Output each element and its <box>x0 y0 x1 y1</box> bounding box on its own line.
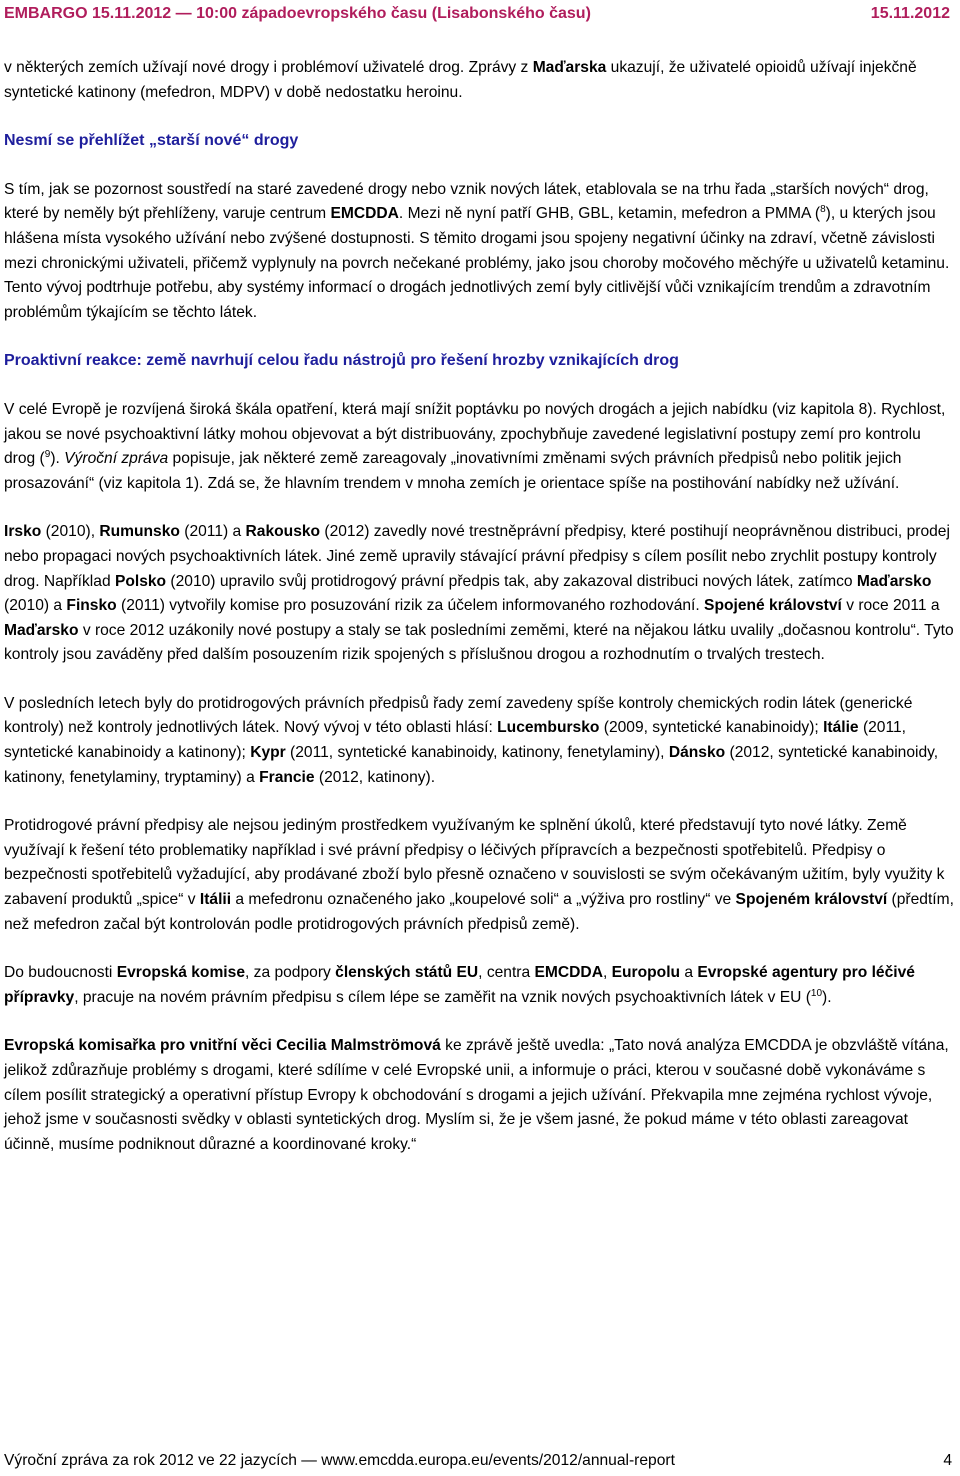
country-bold: Francie <box>259 768 315 786</box>
text: , centra <box>478 964 535 982</box>
paragraph-older-new-drugs <box>4 178 956 326</box>
text: ). <box>822 988 832 1006</box>
footnote-ref: 10 <box>810 987 823 999</box>
country-bold: Maďarsko <box>4 621 79 639</box>
country-bold: Maďarsko <box>856 572 932 590</box>
text: (2012, syntetické kanabinoidy, katinony, fenetylaminy, tryptaminy) a <box>4 744 939 786</box>
text: v roce 2012 uzákonily nové postupy a staly se tak posledními zeměmi, které na nějakou látku uvalily „dočasnou kontrolu“. Tyto kontroly jsou zaváděny před dalším posouzením rizik spojených s příslušnou drogou a rozhodnutím o trvalých trestech. <box>4 621 954 664</box>
italic-title: Výroční zpráva <box>64 450 169 468</box>
text: . Mezi ně nyní patří GHB, GBL, ketamin, mefedron a PMMA ( <box>398 205 821 223</box>
paragraph-new-legislation <box>4 520 956 668</box>
paragraph-commissioner-quote <box>4 1034 956 1157</box>
org-bold: členských států EU <box>335 964 479 982</box>
text: Do budoucnosti <box>4 964 117 982</box>
document-body <box>4 56 956 1157</box>
text: , za podpory <box>245 964 336 982</box>
text: , pracuje na novém právním předpisu s cílem lépe se zaměřit na vznik nových psychoaktivních látek v EU ( <box>74 988 811 1006</box>
paragraph-future <box>4 961 956 1010</box>
country-bold: Spojeném království <box>735 891 888 909</box>
footnote-ref: 8 <box>820 204 826 216</box>
person-bold: Evropská komisařka pro vnitřní věci Cecilia Malmströmová <box>4 1037 441 1055</box>
text: (2011) vytvořily komise pro posuzování rizik za účelem informovaného rozhodování. <box>116 597 705 615</box>
text: , <box>602 964 612 982</box>
text: v některých zemích užívají nové drogy i problémoví uživatelé drog. Zprávy z <box>4 59 533 76</box>
text: (2011, syntetické kanabinoidy a katinony); <box>4 719 906 762</box>
country-bold: Itálie <box>823 719 859 737</box>
country-bold: Irsko <box>4 523 42 541</box>
country-bold: Finsko <box>66 597 117 615</box>
text: Protidrogové právní předpisy ale nejsou jediným prostředkem využívaným ke splnění úkolů, které představují tyto nové látky. Země využívají k řešení této problematiky například i své právní předpisy o léčivých přípravcích a bezpečnosti spotřebitelů. Předpisy o bezpečnosti spotřebitelů vyžadující, aby prodávané zboží bylo přesně označeno v souvislosti se svým očekávaným užitím, byly využity k zabavení produktů „spice“ v <box>4 817 945 909</box>
embargo-banner <box>0 0 960 30</box>
section-heading-older-new-drugs: Nesmí se přehlížet „starší nové“ drogy <box>4 132 299 150</box>
footnote-ref: 9 <box>44 448 51 460</box>
text: a <box>680 964 698 982</box>
paragraph-measures <box>4 398 956 496</box>
text: (2010) upravilo svůj protidrogový právní předpis tak, aby zakazoval distribuci nových látek, zatímco <box>166 572 857 590</box>
text: (2010), <box>41 523 100 541</box>
text: a mefedronu označeného jako „koupelové soli“ a „výživa pro rostliny“ ve <box>231 891 736 909</box>
org-bold: EMCDDA <box>330 205 399 223</box>
text: (2011, syntetické kanabinoidy, katinony, fenetylaminy), <box>285 744 669 762</box>
text: S tím, jak se pozornost soustředí na staré zavedené drogy nebo vznik nových látek, etablovala se na trhu řada „starších nových“ drog, které by neměly být přehlíženy, varuje centrum <box>4 180 929 223</box>
text: ke zprávě ještě uvedla: „Tato nová analýza EMCDDA je obzvláště vítána, jelikož zdůrazňuje problémy s drogami, které sdílíme v celé Evropské unii, a informuje o práci, kterou v současné době vykonáváme s cílem posílit strategický a operativní přístup Evropy k obchodování s drogami a jejich užívání. Překvapila mne zejména rychlost vývoje, jehož jsme v současnosti svědky v oblasti syntetických drog. Myslím si, že je všem jasné, že pokud máme v této oblasti zareagovat účinně, musíme podniknout důrazné a koordinované kroky.“ <box>4 1037 949 1153</box>
section-heading-proactive-response: Proaktivní reakce: země navrhují celou řadu nástrojů pro řešení hrozby vznikajících drog <box>4 352 679 370</box>
text: (2011) a <box>179 523 246 541</box>
country-bold: Kypr <box>250 744 286 762</box>
footer-text: Výroční zpráva za rok 2012 ve 22 jazycích — www.emcdda.europa.eu/events/2012/annual-report <box>4 1452 675 1469</box>
country-bold: Lucembursko <box>497 719 600 737</box>
country-bold: Spojené království <box>704 597 842 615</box>
text: V celé Evropě je rozvíjená široká škála opatření, která mají snížit poptávku po nových drogách a jejich nabídku (viz kapitola 8). Rychlost, jakou se nové psychoaktivní látky mohou objevovat a být distribuovány, zpochybňuje zavedené legislativní postupy zemí pro kontrolu drog ( <box>4 400 946 468</box>
embargo-text: EMBARGO 15.11.2012 — 10:00 západoevropského času (Lisabonského času) <box>4 5 591 22</box>
org-bold: Europolu <box>611 964 681 982</box>
text: (2009, syntetické kanabinoidy); <box>599 719 824 737</box>
country-bold: Maďarska <box>532 59 607 76</box>
paragraph-other-legislation <box>4 814 956 937</box>
org-bold: Evropská komise <box>116 964 245 982</box>
country-bold: Itálii <box>199 891 232 909</box>
text: (2010) a <box>4 597 67 615</box>
text: v roce 2011 a <box>841 597 940 615</box>
paragraph-intro <box>4 56 956 105</box>
org-bold: EMCDDA <box>534 964 603 982</box>
org-bold: Evropské agentury pro léčivé přípravky <box>4 964 915 1006</box>
page-footer <box>4 1452 956 1470</box>
embargo-date: 15.11.2012 <box>870 5 950 22</box>
country-bold: Rumunsko <box>99 523 180 541</box>
text: popisuje, jak některé země zareagovaly „inovativními změnami svých právních předpisů nebo politik jejich prosazování“ (viz kapitola 1). Zdá se, že hlavním trendem v mnoha zemích je orientace spíše na postihování nabídky než užívání. <box>4 450 902 492</box>
text: ukazují, že uživatelé opioidů užívají injekčně syntetické katinony (mefedron, MDPV) v době nedostatku heroinu. <box>4 59 917 101</box>
text: ), u kterých jsou hlášena místa vysokého užívání nebo zvýšené dostupnosti. S těmito drogami jsou spojeny negativní účinky na zdraví, včetně závislosti mezi chronickými uživateli, přičemž vyplynuly na povrch nečekané problémy, jako jsou choroby močového měchýře u uživatelů ketaminu. Tento vývoj podtrhuje potřebu, aby systémy informací o drogách jednotlivých zemí byly citlivější vůči vznikajícím trendům a zdravotním problémům týkajícím se těchto látek. <box>4 205 950 321</box>
text: (předtím, než mefedron začal být kontrolován podle protidrogových právních předpisů země). <box>4 891 954 933</box>
country-bold: Dánsko <box>668 744 726 762</box>
text: ). <box>50 450 65 468</box>
text: (2012) zavedly nové trestněprávní předpisy, které postihují neoprávněnou distribuci, prodej nebo propagaci nových psychoaktivních látek. Jiné země upravily stávající právní předpisy s cílem posílit nebo zrychlit postupy kontroly drog. Například <box>4 523 950 590</box>
paragraph-generic-controls <box>4 692 956 790</box>
country-bold: Rakousko <box>245 523 321 541</box>
text: (2012, katinony). <box>314 768 436 786</box>
country-bold: Polsko <box>114 572 167 590</box>
text: V posledních letech byly do protidrogových právních předpisů řady zemí zavedeny spíše kontroly chemických rodin látek (generické kontroly) než kontroly jednotlivých látek. Nový vývoj v této oblasti hlásí: <box>4 694 913 737</box>
page-number: 4 <box>943 1452 952 1469</box>
